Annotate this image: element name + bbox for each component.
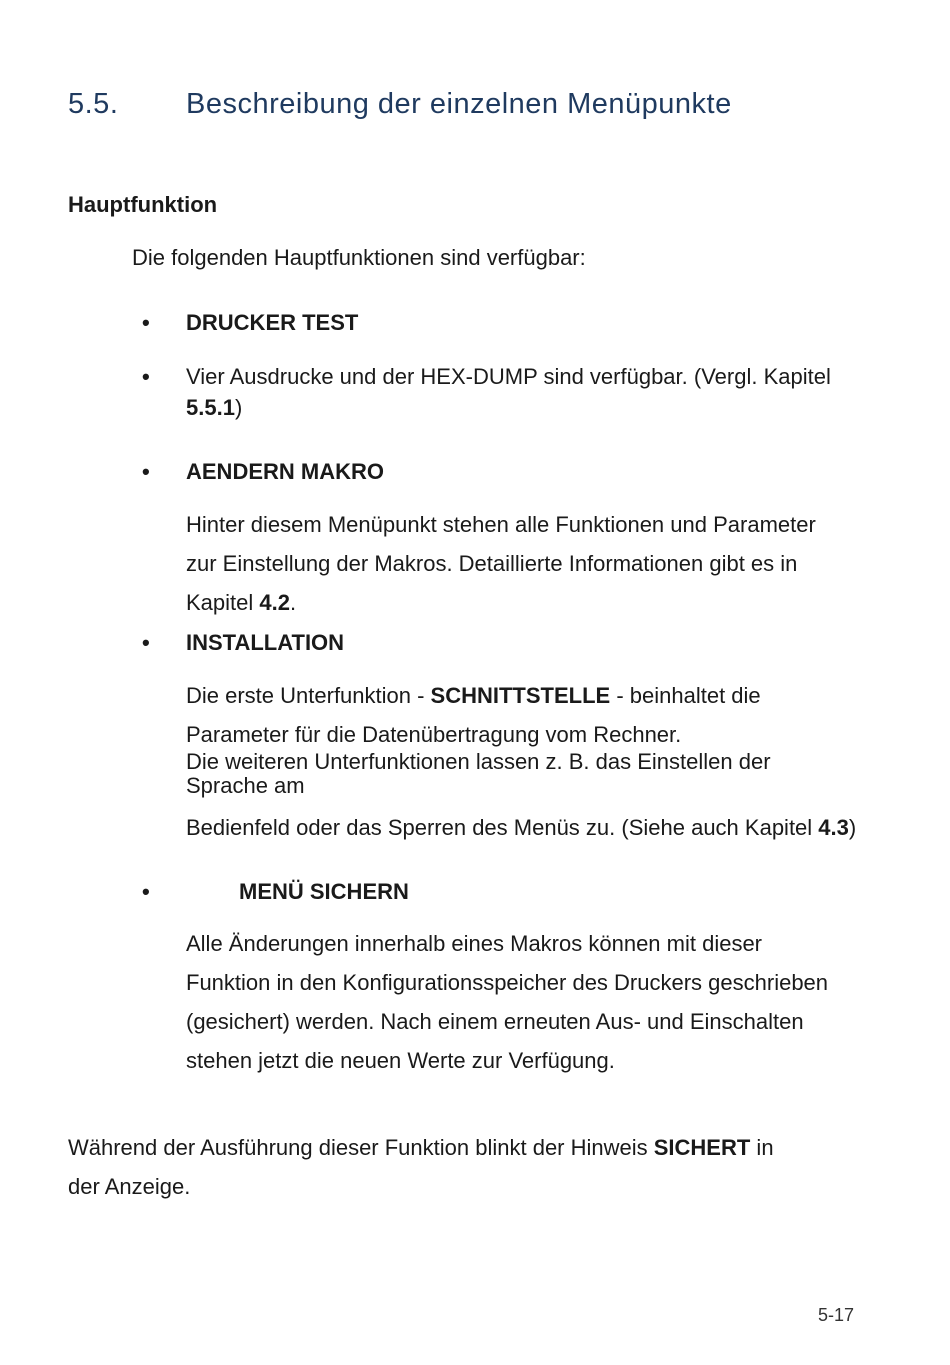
chapter-ref: 4.2 [259, 590, 290, 615]
menue-sichern-line4: stehen jetzt die neuen Werte zur Verfügung. [186, 1048, 615, 1073]
closing-line2: der Anzeige. [68, 1174, 191, 1199]
page-number: 5-17 [818, 1305, 855, 1325]
installation-line4: Sprache am [186, 773, 305, 798]
sichert-bold: SICHERT [653, 1135, 751, 1160]
installation-line1-text: Die erste Unterfunktion - [186, 683, 431, 708]
paren-close: ) [234, 395, 243, 420]
item-title-menue-sichern: MENÜ SICHERN [239, 879, 409, 904]
item-title-drucker-test: DRUCKER TEST [186, 310, 359, 335]
period: . [289, 590, 297, 615]
closing-line1 [68, 1128, 774, 1167]
section-title: Beschreibung der einzelnen Menüpunkte [186, 88, 732, 120]
installation-line5 [186, 808, 856, 847]
subheading: Hauptfunktion [68, 192, 218, 217]
installation-line2: Parameter für die Datenübertragung vom Rechner. [186, 722, 682, 747]
drucker-test-desc-text: Vier Ausdrucke und der HEX-DUMP sind verfügbar. (Vergl. Kapitel [186, 364, 831, 389]
aendern-makro-line1: Hinter diesem Menüpunkt stehen alle Funktionen und Parameter [186, 512, 816, 537]
bullet-icon: • [142, 459, 150, 484]
item-title-aendern-makro: AENDERN MAKRO [186, 459, 384, 484]
schnittstelle-bold: SCHNITTSTELLE [430, 683, 611, 708]
closing-line1-end: in [750, 1135, 774, 1160]
bullet-icon: • [142, 310, 150, 335]
paren-close: ) [848, 815, 857, 840]
chapter-ref: 5.5.1 [186, 395, 235, 420]
chapter-ref: 4.3 [818, 815, 849, 840]
installation-line1 [186, 676, 761, 715]
menue-sichern-line1: Alle Änderungen innerhalb eines Makros können mit dieser [186, 931, 763, 956]
bullet-icon: • [142, 879, 150, 904]
section-number: 5.5. [68, 88, 119, 120]
drucker-test-desc-ref-line [186, 388, 242, 427]
item-title-installation: INSTALLATION [186, 630, 345, 655]
aendern-makro-line3-text: Kapitel [186, 590, 260, 615]
aendern-makro-line3 [186, 583, 296, 622]
installation-line1-end: - beinhaltet die [610, 683, 761, 708]
menue-sichern-line2: Funktion in den Konfigurationsspeicher des Druckers geschrieben [186, 970, 829, 995]
drucker-test-desc [186, 357, 831, 396]
aendern-makro-line2: zur Einstellung der Makros. Detaillierte Informationen gibt es in [186, 551, 798, 576]
installation-line3: Die weiteren Unterfunktionen lassen z. B. das Einstellen der [186, 749, 771, 774]
closing-line1-text: Während der Ausführung dieser Funktion blinkt der Hinweis [68, 1135, 654, 1160]
installation-line5-text: Bedienfeld oder das Sperren des Menüs zu. (Siehe auch Kapitel [186, 815, 819, 840]
bullet-icon: • [142, 630, 150, 655]
bullet-icon: • [142, 364, 150, 389]
menue-sichern-line3: (gesichert) werden. Nach einem erneuten Aus- und Einschalten [186, 1009, 804, 1034]
intro-text: Die folgenden Hauptfunktionen sind verfügbar: [132, 245, 586, 270]
